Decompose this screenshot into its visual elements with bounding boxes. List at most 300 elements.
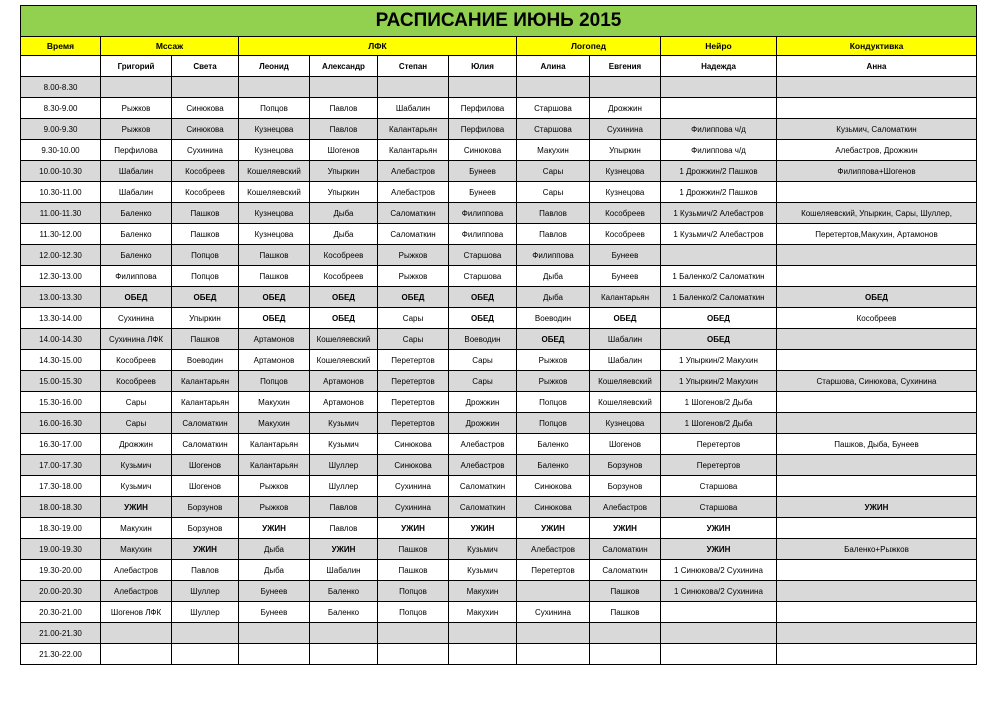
schedule-cell: Алебастров	[378, 182, 449, 203]
schedule-cell: Перфилова	[449, 98, 517, 119]
table-row	[21, 497, 977, 518]
schedule-cell: Филиппова	[517, 245, 590, 266]
table-row	[21, 560, 977, 581]
page-title: РАСПИСАНИЕ ИЮНЬ 2015	[21, 6, 977, 37]
time-slot-cell: 15.30-16.00	[21, 392, 101, 413]
schedule-cell: Саломаткин	[378, 224, 449, 245]
schedule-cell: Попцов	[239, 98, 310, 119]
schedule-cell: Упыркин	[310, 161, 378, 182]
schedule-cell: Старшова	[517, 119, 590, 140]
table-row	[21, 245, 977, 266]
schedule-cell: Кособреев	[310, 266, 378, 287]
schedule-cell: Кошеляевский	[590, 392, 661, 413]
schedule-cell: УЖИН	[239, 518, 310, 539]
schedule-cell	[449, 623, 517, 644]
table-row	[21, 287, 977, 308]
schedule-cell: Старшова	[517, 98, 590, 119]
schedule-cell: Бунеев	[590, 245, 661, 266]
schedule-cell: Старшова	[661, 476, 777, 497]
schedule-cell: Саломаткин	[449, 497, 517, 518]
schedule-cell	[661, 245, 777, 266]
schedule-cell	[777, 518, 977, 539]
schedule-cell	[777, 350, 977, 371]
group-header-cell: Кондуктивка	[777, 37, 977, 56]
schedule-cell: ОБЕД	[449, 308, 517, 329]
schedule-cell	[239, 644, 310, 665]
schedule-cell: Кособреев	[590, 224, 661, 245]
schedule-cell: Бунеев	[449, 161, 517, 182]
schedule-cell: ОБЕД	[661, 329, 777, 350]
schedule-cell: Синюкова	[378, 455, 449, 476]
table-row	[21, 581, 977, 602]
schedule-cell: УЖИН	[172, 539, 239, 560]
schedule-cell: УЖИН	[517, 518, 590, 539]
schedule-cell	[777, 413, 977, 434]
schedule-cell: Павлов	[517, 203, 590, 224]
schedule-cell: Синюкова	[378, 434, 449, 455]
schedule-cell: Рыжков	[517, 350, 590, 371]
schedule-cell: Алебастров, Дрожжин	[777, 140, 977, 161]
time-slot-cell: 21.00-21.30	[21, 623, 101, 644]
table-row	[21, 140, 977, 161]
schedule-cell: Попцов	[378, 602, 449, 623]
schedule-cell	[661, 623, 777, 644]
schedule-cell	[172, 623, 239, 644]
schedule-cell: Шабалин	[378, 98, 449, 119]
schedule-cell: Шуллер	[172, 602, 239, 623]
schedule-cell: Кузнецова	[590, 161, 661, 182]
schedule-cell: Калантарьян	[239, 455, 310, 476]
schedule-cell	[310, 644, 378, 665]
schedule-cell: ОБЕД	[239, 287, 310, 308]
schedule-cell: Рыжков	[378, 266, 449, 287]
schedule-cell: Пашков	[378, 539, 449, 560]
schedule-cell: Пашков	[378, 560, 449, 581]
schedule-cell: Дыба	[239, 539, 310, 560]
schedule-cell: Кособреев	[310, 245, 378, 266]
schedule-cell: Кузьмич	[101, 476, 172, 497]
schedule-cell: Шогенов	[590, 434, 661, 455]
schedule-cell	[449, 644, 517, 665]
schedule-cell	[777, 182, 977, 203]
schedule-cell: Алебастров	[449, 434, 517, 455]
schedule-cell: Рыжков	[101, 98, 172, 119]
schedule-cell: Шабалин	[101, 161, 172, 182]
schedule-cell: Баленко	[310, 602, 378, 623]
schedule-cell: Сары	[378, 329, 449, 350]
schedule-cell: Шогенов	[172, 476, 239, 497]
schedule-cell: Перфилова	[101, 140, 172, 161]
table-row	[21, 371, 977, 392]
time-slot-cell: 20.00-20.30	[21, 581, 101, 602]
schedule-cell: УЖИН	[378, 518, 449, 539]
schedule-cell: 1 Упыркин/2 Макухин	[661, 350, 777, 371]
time-slot-cell: 9.30-10.00	[21, 140, 101, 161]
time-slot-cell: 18.30-19.00	[21, 518, 101, 539]
schedule-cell: Кузнецова	[239, 224, 310, 245]
schedule-cell: ОБЕД	[661, 308, 777, 329]
schedule-cell: Саломаткин	[172, 434, 239, 455]
schedule-cell: 1 Баленко/2 Саломаткин	[661, 266, 777, 287]
schedule-cell: 1 Шогенов/2 Дыба	[661, 392, 777, 413]
schedule-cell: Шабалин	[101, 182, 172, 203]
schedule-cell: ОБЕД	[310, 287, 378, 308]
table-row	[21, 266, 977, 287]
schedule-cell: Попцов	[517, 413, 590, 434]
schedule-cell: Перетертов,Макухин, Артамонов	[777, 224, 977, 245]
schedule-cell	[378, 623, 449, 644]
schedule-cell: Воеводин	[517, 308, 590, 329]
schedule-cell	[310, 77, 378, 98]
schedule-cell: Сухинина	[590, 119, 661, 140]
schedule-cell: Пашков	[239, 245, 310, 266]
schedule-cell: УЖИН	[661, 539, 777, 560]
schedule-cell	[172, 644, 239, 665]
schedule-cell: Кособреев	[101, 371, 172, 392]
schedule-cell: Попцов	[172, 245, 239, 266]
group-header-cell: ЛФК	[239, 37, 517, 56]
time-slot-cell: 8.00-8.30	[21, 77, 101, 98]
schedule-cell: Кошеляевский	[239, 182, 310, 203]
table-row	[21, 413, 977, 434]
schedule-cell: Филиппова	[101, 266, 172, 287]
schedule-cell: Рыжков	[101, 119, 172, 140]
schedule-cell: Баленко	[101, 245, 172, 266]
schedule-cell	[449, 77, 517, 98]
table-row	[21, 98, 977, 119]
schedule-cell: УЖИН	[101, 497, 172, 518]
schedule-cell: УЖИН	[310, 539, 378, 560]
schedule-cell: Синюкова	[449, 140, 517, 161]
schedule-cell: Сары	[449, 371, 517, 392]
schedule-cell: Сухинина	[101, 308, 172, 329]
schedule-cell: Шогенов	[310, 140, 378, 161]
schedule-cell: УЖИН	[661, 518, 777, 539]
schedule-cell: Макухин	[101, 539, 172, 560]
schedule-cell: Пашков	[172, 329, 239, 350]
schedule-cell	[777, 245, 977, 266]
schedule-cell: ОБЕД	[517, 329, 590, 350]
schedule-cell: Синюкова	[172, 119, 239, 140]
staff-header-cell: Степан	[378, 56, 449, 77]
table-row	[21, 308, 977, 329]
schedule-cell: 1 Дрожжин/2 Пашков	[661, 161, 777, 182]
schedule-cell: Кошеляевский	[590, 371, 661, 392]
schedule-cell: Дрожжин	[101, 434, 172, 455]
schedule-cell	[101, 623, 172, 644]
schedule-cell: УЖИН	[449, 518, 517, 539]
time-slot-cell: 10.30-11.00	[21, 182, 101, 203]
schedule-cell: Кошеляевский	[239, 161, 310, 182]
schedule-cell: Перетертов	[661, 434, 777, 455]
time-slot-cell: 12.30-13.00	[21, 266, 101, 287]
schedule-cell: Дыба	[239, 560, 310, 581]
time-slot-cell: 18.00-18.30	[21, 497, 101, 518]
schedule-cell: Перетертов	[517, 560, 590, 581]
schedule-cell: Кособреев	[590, 203, 661, 224]
schedule-cell	[661, 644, 777, 665]
schedule-cell: Павлов	[517, 224, 590, 245]
schedule-cell: Кузнецова	[590, 413, 661, 434]
schedule-cell: Алебастров	[449, 455, 517, 476]
table-row	[21, 77, 977, 98]
schedule-cell: Кузнецова	[590, 182, 661, 203]
schedule-cell	[777, 602, 977, 623]
schedule-cell: Синюкова	[172, 98, 239, 119]
schedule-cell: Рыжков	[239, 476, 310, 497]
schedule-cell: Синюкова	[517, 497, 590, 518]
schedule-cell	[777, 77, 977, 98]
table-row	[21, 455, 977, 476]
table-row	[21, 392, 977, 413]
schedule-cell: Пашков	[590, 602, 661, 623]
schedule-cell: Баленко	[101, 224, 172, 245]
schedule-cell: Бунеев	[239, 581, 310, 602]
schedule-cell: Артамонов	[239, 350, 310, 371]
schedule-cell	[101, 77, 172, 98]
table-row	[21, 182, 977, 203]
schedule-cell: Старшова, Синюкова, Сухинина	[777, 371, 977, 392]
schedule-cell: Попцов	[239, 371, 310, 392]
staff-header-cell: Алина	[517, 56, 590, 77]
time-slot-cell: 11.30-12.00	[21, 224, 101, 245]
schedule-cell: Бунеев	[449, 182, 517, 203]
schedule-cell: Упыркин	[172, 308, 239, 329]
schedule-cell: Перетертов	[378, 350, 449, 371]
schedule-cell: Воеводин	[449, 329, 517, 350]
schedule-cell: Артамонов	[310, 392, 378, 413]
schedule-cell: Алебастров	[378, 161, 449, 182]
schedule-cell: Борзунов	[172, 497, 239, 518]
schedule-cell: УЖИН	[777, 497, 977, 518]
time-slot-cell: 13.00-13.30	[21, 287, 101, 308]
schedule-cell: Саломаткин	[378, 203, 449, 224]
schedule-cell: Пашков	[590, 581, 661, 602]
schedule-cell: 1 Кузьмич/2 Алебастров	[661, 203, 777, 224]
schedule-cell: Кособреев	[777, 308, 977, 329]
schedule-cell: Кособреев	[101, 350, 172, 371]
schedule-cell	[777, 392, 977, 413]
schedule-cell: Кошеляевский	[310, 350, 378, 371]
time-slot-cell: 16.30-17.00	[21, 434, 101, 455]
schedule-cell: Пашков	[172, 224, 239, 245]
schedule-cell: Кузнецова	[239, 119, 310, 140]
schedule-cell: Алебастров	[101, 560, 172, 581]
table-row	[21, 539, 977, 560]
time-slot-cell: 12.00-12.30	[21, 245, 101, 266]
schedule-cell: Макухин	[517, 140, 590, 161]
schedule-cell: Филиппова+Шогенов	[777, 161, 977, 182]
schedule-cell: Алебастров	[517, 539, 590, 560]
schedule-cell: Упыркин	[590, 140, 661, 161]
schedule-cell: Артамонов	[239, 329, 310, 350]
schedule-cell: Попцов	[172, 266, 239, 287]
schedule-cell: Рыжков	[239, 497, 310, 518]
schedule-cell: Сары	[517, 182, 590, 203]
schedule-cell: Кошеляевский	[310, 329, 378, 350]
schedule-cell: Кошеляевский, Упыркин, Сары, Шуллер,	[777, 203, 977, 224]
table-row	[21, 623, 977, 644]
schedule-cell	[777, 476, 977, 497]
schedule-cell: ОБЕД	[777, 287, 977, 308]
schedule-cell: Макухин	[239, 392, 310, 413]
schedule-cell: Шабалин	[310, 560, 378, 581]
schedule-cell: Баленко	[517, 434, 590, 455]
group-header-cell: Мссаж	[101, 37, 239, 56]
schedule-cell: Перетертов	[661, 455, 777, 476]
time-slot-cell: 11.00-11.30	[21, 203, 101, 224]
schedule-cell: Попцов	[517, 392, 590, 413]
schedule-cell: УЖИН	[590, 518, 661, 539]
group-header-cell: Нейро	[661, 37, 777, 56]
schedule-cell: Калантарьян	[172, 371, 239, 392]
schedule-cell	[777, 644, 977, 665]
schedule-cell: 1 Синюкова/2 Сухинина	[661, 581, 777, 602]
schedule-cell: Артамонов	[310, 371, 378, 392]
group-header-cell: Логопед	[517, 37, 661, 56]
schedule-cell: Рыжков	[517, 371, 590, 392]
schedule-cell: Дрожжин	[449, 392, 517, 413]
schedule-cell: 1 Упыркин/2 Макухин	[661, 371, 777, 392]
time-slot-cell: 14.30-15.00	[21, 350, 101, 371]
table-row	[21, 350, 977, 371]
schedule-cell	[239, 77, 310, 98]
schedule-cell: Кособреев	[172, 161, 239, 182]
schedule-cell: Дрожжин	[449, 413, 517, 434]
schedule-cell: Павлов	[310, 98, 378, 119]
schedule-cell: Бунеев	[590, 266, 661, 287]
schedule-cell: Филиппова	[449, 224, 517, 245]
title-row	[21, 6, 977, 37]
schedule-sheet	[20, 5, 977, 665]
schedule-cell: Шабалин	[590, 329, 661, 350]
schedule-cell: 1 Дрожжин/2 Пашков	[661, 182, 777, 203]
schedule-cell: Саломаткин	[590, 539, 661, 560]
schedule-cell: Кузьмич	[449, 560, 517, 581]
time-slot-cell: 17.30-18.00	[21, 476, 101, 497]
schedule-cell: Макухин	[239, 413, 310, 434]
time-slot-cell: 13.30-14.00	[21, 308, 101, 329]
schedule-cell: Сары	[101, 413, 172, 434]
schedule-cell: Попцов	[378, 581, 449, 602]
schedule-cell: ОБЕД	[310, 308, 378, 329]
schedule-cell: Старшова	[449, 245, 517, 266]
schedule-cell: ОБЕД	[378, 287, 449, 308]
schedule-cell	[590, 77, 661, 98]
schedule-cell: 1 Баленко/2 Саломаткин	[661, 287, 777, 308]
schedule-cell: Алебастров	[101, 581, 172, 602]
schedule-cell	[661, 77, 777, 98]
schedule-cell	[172, 77, 239, 98]
schedule-cell: Дыба	[517, 266, 590, 287]
schedule-cell	[378, 77, 449, 98]
time-slot-cell: 16.00-16.30	[21, 413, 101, 434]
schedule-cell	[590, 644, 661, 665]
schedule-cell: Перетертов	[378, 371, 449, 392]
schedule-cell: Кузьмич	[101, 455, 172, 476]
schedule-cell: Рыжков	[378, 245, 449, 266]
schedule-cell: Синюкова	[517, 476, 590, 497]
group-header-row	[21, 37, 977, 56]
schedule-cell: Старшова	[661, 497, 777, 518]
schedule-cell: Старшова	[449, 266, 517, 287]
schedule-cell	[777, 98, 977, 119]
schedule-cell	[661, 98, 777, 119]
schedule-cell: Сары	[101, 392, 172, 413]
schedule-cell: 1 Кузьмич/2 Алебастров	[661, 224, 777, 245]
schedule-cell: Дыба	[310, 224, 378, 245]
staff-header-cell: Леонид	[239, 56, 310, 77]
staff-header-cell: Юлия	[449, 56, 517, 77]
staff-header-cell: Света	[172, 56, 239, 77]
schedule-cell: Кузнецова	[239, 140, 310, 161]
schedule-cell: Сары	[378, 308, 449, 329]
time-slot-cell: 19.30-20.00	[21, 560, 101, 581]
schedule-cell: Павлов	[310, 497, 378, 518]
staff-header-cell: Григорий	[101, 56, 172, 77]
schedule-cell: 1 Шогенов/2 Дыба	[661, 413, 777, 434]
schedule-cell	[378, 644, 449, 665]
schedule-cell: Шогенов ЛФК	[101, 602, 172, 623]
table-row	[21, 203, 977, 224]
schedule-cell: Филиппова	[449, 203, 517, 224]
staff-header-cell: Надежда	[661, 56, 777, 77]
schedule-cell: Алебастров	[590, 497, 661, 518]
schedule-cell: Павлов	[310, 518, 378, 539]
schedule-cell	[517, 623, 590, 644]
schedule-cell: Сухинина	[517, 602, 590, 623]
schedule-cell	[239, 623, 310, 644]
time-slot-cell: 19.00-19.30	[21, 539, 101, 560]
schedule-cell	[517, 644, 590, 665]
schedule-cell: Калантарьян	[378, 140, 449, 161]
schedule-cell: Саломаткин	[590, 560, 661, 581]
schedule-cell: Сухинина	[172, 140, 239, 161]
schedule-cell: Дыба	[310, 203, 378, 224]
schedule-cell: ОБЕД	[239, 308, 310, 329]
schedule-cell: Калантарьян	[378, 119, 449, 140]
schedule-cell: Шабалин	[590, 350, 661, 371]
group-header-cell: Время	[21, 37, 101, 56]
schedule-cell: Шогенов	[172, 455, 239, 476]
schedule-cell: Макухин	[101, 518, 172, 539]
schedule-cell	[590, 623, 661, 644]
schedule-cell: Борзунов	[172, 518, 239, 539]
schedule-cell: Саломаткин	[172, 413, 239, 434]
schedule-cell: Калантарьян	[239, 434, 310, 455]
schedule-cell: Саломаткин	[449, 476, 517, 497]
schedule-cell: Дыба	[517, 287, 590, 308]
schedule-cell: Перетертов	[378, 413, 449, 434]
staff-header-cell: Александр	[310, 56, 378, 77]
table-row	[21, 161, 977, 182]
schedule-cell	[777, 581, 977, 602]
schedule-cell	[517, 77, 590, 98]
time-slot-cell: 21.30-22.00	[21, 644, 101, 665]
schedule-cell	[777, 560, 977, 581]
schedule-cell	[777, 329, 977, 350]
time-slot-cell: 14.00-14.30	[21, 329, 101, 350]
schedule-cell: Баленко	[517, 455, 590, 476]
schedule-table	[20, 5, 977, 665]
time-slot-cell: 9.00-9.30	[21, 119, 101, 140]
schedule-cell: Кузьмич, Саломаткин	[777, 119, 977, 140]
schedule-cell: Павлов	[172, 560, 239, 581]
schedule-cell: Бунеев	[239, 602, 310, 623]
schedule-cell: ОБЕД	[101, 287, 172, 308]
schedule-cell: Воеводин	[172, 350, 239, 371]
schedule-cell: Баленко+Рыжков	[777, 539, 977, 560]
